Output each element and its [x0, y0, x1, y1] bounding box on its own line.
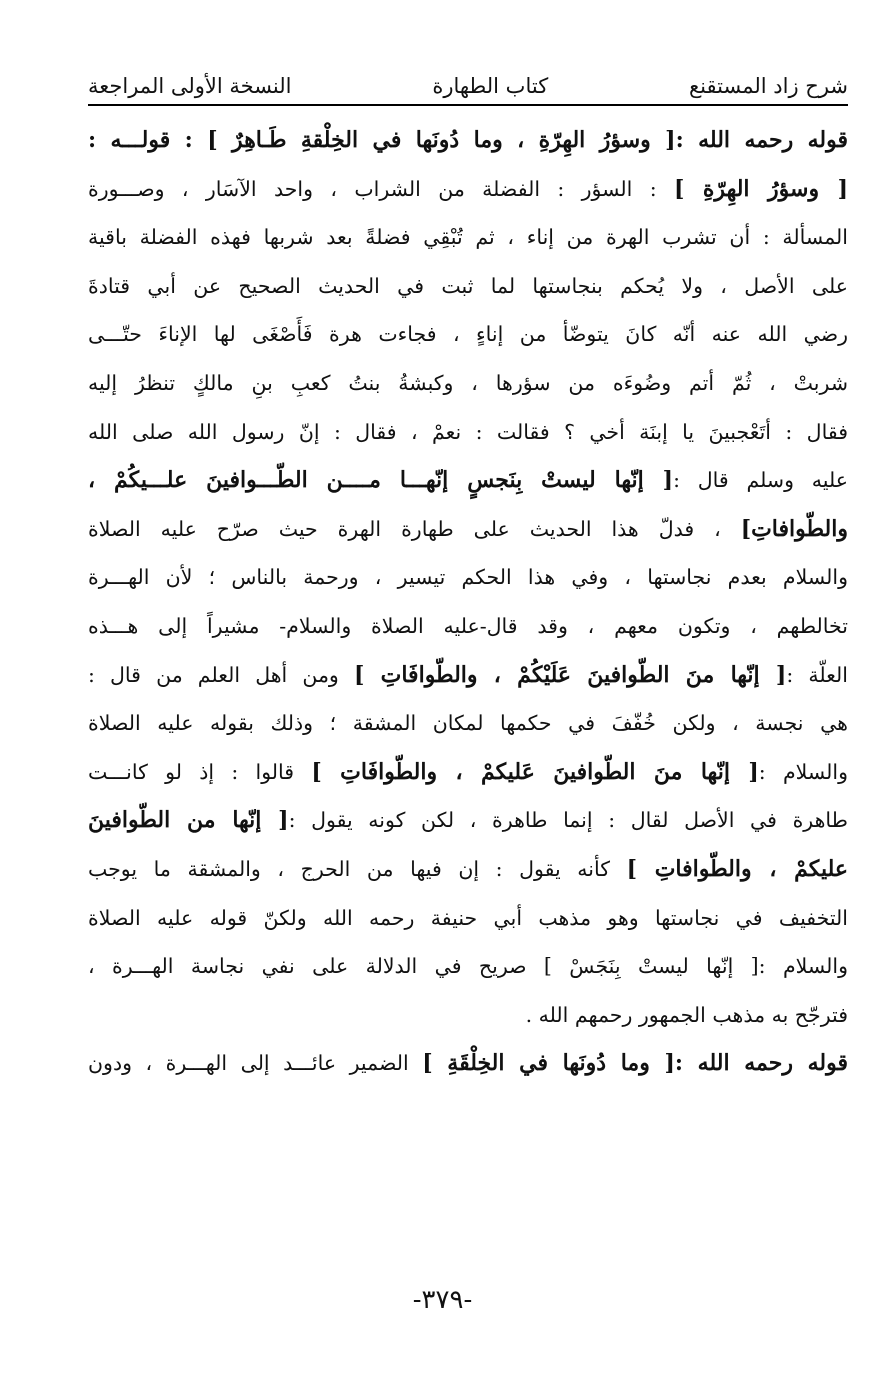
bold-quotation: قوله رحمه الله :[ وسؤرُ الهِرّةِ ، وما دُونَها في الخِلْقةِ طَـاهِرٌ ] : قولـــه :	[88, 127, 848, 153]
text-run: والسلام :[ إنّها ليستْ بِنَجَسْ ] صريح في الدلالة على نفي نجاسة الهـــرة ،	[88, 954, 848, 979]
page-number: -٣٧٩-	[412, 1285, 473, 1315]
text-line	[88, 991, 848, 1040]
text-run: قالوا : إذ لو كانـــت	[88, 759, 312, 784]
text-line	[88, 748, 848, 797]
text-run: والسلام بعدم نجاستها ، وفي هذا الحكم تيسير ، ورحمة بالناس ؛ لأن الهـــرة	[88, 565, 848, 590]
bold-quotation: [ إنّها منَ الطّوافينَ عَليكمْ ، والطّوافَاتِ ]	[311, 758, 759, 785]
text-run: المسألة : أن تشرب الهرة من إناء ، ثم تُبْقِي فضلةً بعد شربها فهذه الفضلة باقية	[88, 225, 848, 250]
text-line	[88, 408, 848, 457]
text-run: والسلام :	[758, 759, 848, 784]
text-run: هي نجسة ، ولكن خُفّفَ في حكمها لمكان المشقة ؛ وذلك بقوله عليه الصلاة	[88, 711, 848, 736]
header-chapter-title: كتاب الطهارة	[432, 74, 549, 98]
text-run: فترجّح به مذهب الجمهور رحمهم الله .	[525, 1002, 848, 1027]
text-run: رضي الله عنه أنّه كانَ يتوضّأ من إناءٍ ، فجاءت هرة فَأَصْغَى لها الإناءَ حتّـــى	[88, 322, 848, 347]
bold-quotation: [ إنّها من الطّوافينَ	[88, 807, 289, 834]
text-run: تخالطهم ، وتكون معهم ، وقد قال-عليه الصلاة والسلام- مشيراً إلى هـــذه	[88, 613, 848, 638]
text-line	[88, 262, 848, 311]
header-book-title: شرح زاد المستقنع	[689, 74, 848, 98]
text-line	[88, 796, 848, 845]
text-run: ومن أهل العلم من قال :	[88, 662, 354, 687]
running-header	[88, 58, 848, 98]
text-run: على الأصل ، ولا يُحكم بنجاستها لما ثبت في الحديث الصحيح عن أبي قتادةَ	[88, 273, 848, 298]
text-line	[88, 651, 848, 700]
text-run: العلّة :	[786, 662, 848, 687]
text-run: التخفيف في نجاستها وهو مذهب أبي حنيفة رحمه الله ولكنّ قوله عليه الصلاة	[88, 905, 848, 930]
text-line	[88, 845, 848, 894]
text-run: ، فدلّ هذا الحديث على طهارة الهرة حيث صرّح عليه الصلاة	[88, 516, 741, 541]
text-line	[88, 894, 848, 943]
bold-quotation: [ إنّها منَ الطّوافينَ عَلَيْكُمْ ، والطّوافَاتِ ]	[353, 661, 787, 688]
bold-quotation: عليكمْ ، والطّوافاتِ ]	[626, 855, 848, 882]
bold-quotation: قوله رحمه الله :[ وما دُونَها في الخِلْقَةِ ]	[422, 1050, 848, 1077]
text-line	[88, 553, 848, 602]
bold-quotation: [ وسؤرُ الهِرّةِ ]	[674, 175, 848, 202]
text-line	[88, 310, 848, 359]
bold-quotation: والطّوافاتِ]	[740, 515, 848, 542]
text-line	[88, 116, 848, 165]
text-line	[88, 359, 848, 408]
header-edition-note: النسخة الأولى المراجعة	[88, 74, 292, 98]
bold-quotation: [ إنّها ليستْ بِنَجسٍ إنّهـــا مــــن الطّـــوافينَ علـــيكُمْ ،	[88, 467, 674, 494]
text-line	[88, 165, 848, 214]
text-run: عليه وسلم قال :	[673, 468, 848, 493]
text-run: فقال : أتَعْجبينَ يا إبنَة أخي ؟ فقالت : نعمْ ، فقال : إنّ رسول الله صلى الله	[88, 419, 848, 444]
text-run: طاهرة في الأصل لقال : إنما طاهرة ، لكن كونه يقول :	[288, 808, 848, 833]
text-run: كأنه يقول : إن فيها من الحرج ، والمشقة ما يوجب	[88, 856, 627, 881]
main-text-block	[88, 116, 848, 1088]
text-line	[88, 942, 848, 991]
text-run: الضمير عائـــد إلى الهـــرة ، ودون	[88, 1051, 423, 1076]
text-line	[88, 213, 848, 262]
text-run: شربتْ ، ثُمّ أتم وضُوءَه من سؤرها ، وكبشةُ بنتُ كعبِ بنِ مالكٍ تنظرُ إليه	[88, 370, 848, 395]
text-line	[88, 602, 848, 651]
text-run: : السؤر : الفضلة من الشراب ، واحد الآسَار ، وصـــورة	[88, 176, 674, 201]
header-divider	[88, 104, 848, 106]
text-line	[88, 1039, 848, 1088]
text-line	[88, 456, 848, 505]
text-line	[88, 699, 848, 748]
text-line	[88, 505, 848, 554]
